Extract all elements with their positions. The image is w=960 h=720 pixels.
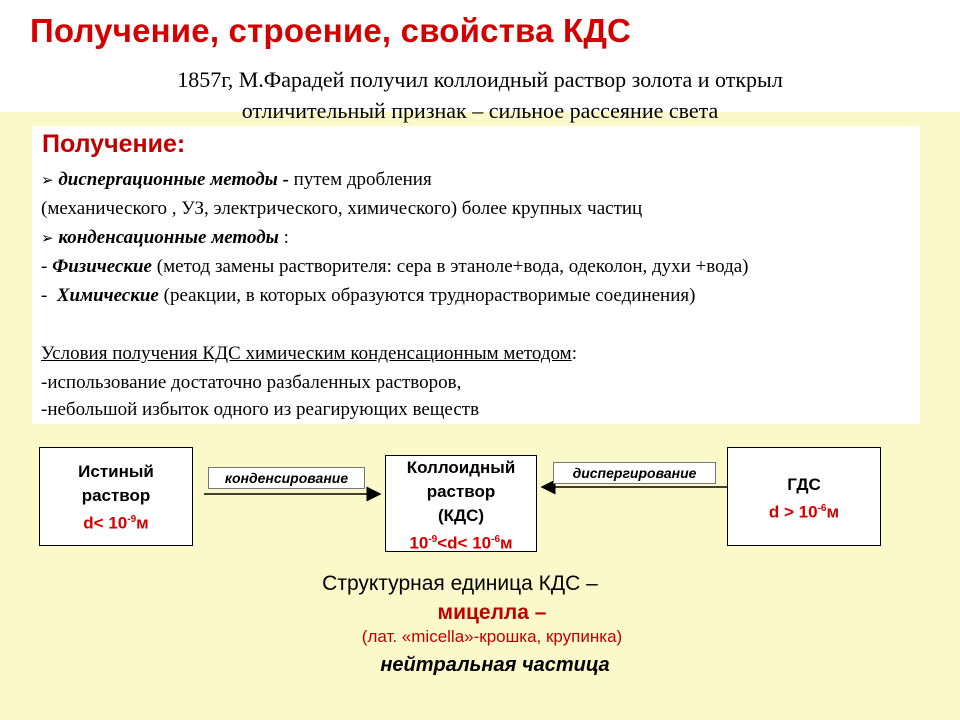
size-formula xyxy=(728,497,880,525)
method-name: дисперrационные методы - xyxy=(58,169,294,190)
page-title: Получение, строение, свойства КДС xyxy=(30,12,632,49)
formula-unit: м xyxy=(136,513,149,533)
subtitle-line-1: 1857г, М.Фарадей получил коллоидный раствор золота и открыл xyxy=(177,67,783,92)
sub-item-name: Химические xyxy=(56,285,159,306)
dispersion-label: диспергирование xyxy=(553,462,716,484)
sub-item-text: (метод замены растворителя: сера в этаноле+вода, одеколон, духи +вода) xyxy=(152,256,749,277)
footer-micelle: мицелла – xyxy=(437,601,547,624)
condition-item: -небольшой избыток одного из реагирующих веществ xyxy=(41,399,480,420)
sub-item-text: (реакции, в которых образуются труднорастворимые соединения) xyxy=(158,285,696,306)
section-title: Получение: xyxy=(42,130,186,158)
bullet-arrow-icon: ➢ xyxy=(41,171,54,189)
box-label: ГДС xyxy=(787,475,821,494)
formula-base: d > 10 xyxy=(768,502,818,522)
formula-exp: -9 xyxy=(127,514,137,525)
box-label: Коллоидный xyxy=(406,458,516,477)
true-solution-box xyxy=(39,447,193,546)
formula-unit: м xyxy=(500,533,513,553)
formula-exp: -9 xyxy=(428,534,438,545)
box-label: раствор xyxy=(426,482,496,501)
footer-structural-unit: Структурная единица КДС – xyxy=(322,572,598,595)
box-label: Истиный xyxy=(78,462,154,481)
method-name: конденсационные методы xyxy=(58,227,279,248)
method-text: путем дробления xyxy=(293,169,432,190)
footer-etymology: (лат. «micella»-крошка, крупинка) xyxy=(361,627,623,646)
sub-item-name: Физические xyxy=(52,256,152,277)
dash: - xyxy=(41,285,57,306)
bullet-arrow-icon: ➢ xyxy=(41,229,54,247)
conditions-title: Условия получения КДС химическим конденсационным методом xyxy=(41,343,572,364)
size-formula xyxy=(386,528,536,556)
footer-neutral-particle: нейтральная частица xyxy=(380,654,610,676)
formula-base: 10 xyxy=(409,533,429,553)
colon: : xyxy=(571,343,577,364)
box-label: (КДС) xyxy=(437,506,485,525)
box-label: раствор xyxy=(81,486,151,505)
condition-item: -использование достаточно разбаленных растворов, xyxy=(41,372,462,393)
formula-unit: м xyxy=(826,502,840,522)
method-item-dispersion-detail: (механического , УЗ, электрического, химического) более крупных частиц xyxy=(41,198,643,219)
formula-exp: -6 xyxy=(491,534,501,545)
size-formula xyxy=(40,508,192,536)
method-text: : xyxy=(278,227,289,248)
subtitle-line-2: отличительный признак – сильное рассеяние света xyxy=(241,98,719,123)
formula-base: <d< 10 xyxy=(437,533,492,553)
coarse-dispersion-box xyxy=(727,447,881,546)
formula-base: d< 10 xyxy=(83,513,128,533)
condensation-label: конденсирование xyxy=(208,467,365,489)
dash: - xyxy=(41,256,53,277)
colloid-box xyxy=(385,455,537,552)
formula-exp: -6 xyxy=(817,503,827,514)
